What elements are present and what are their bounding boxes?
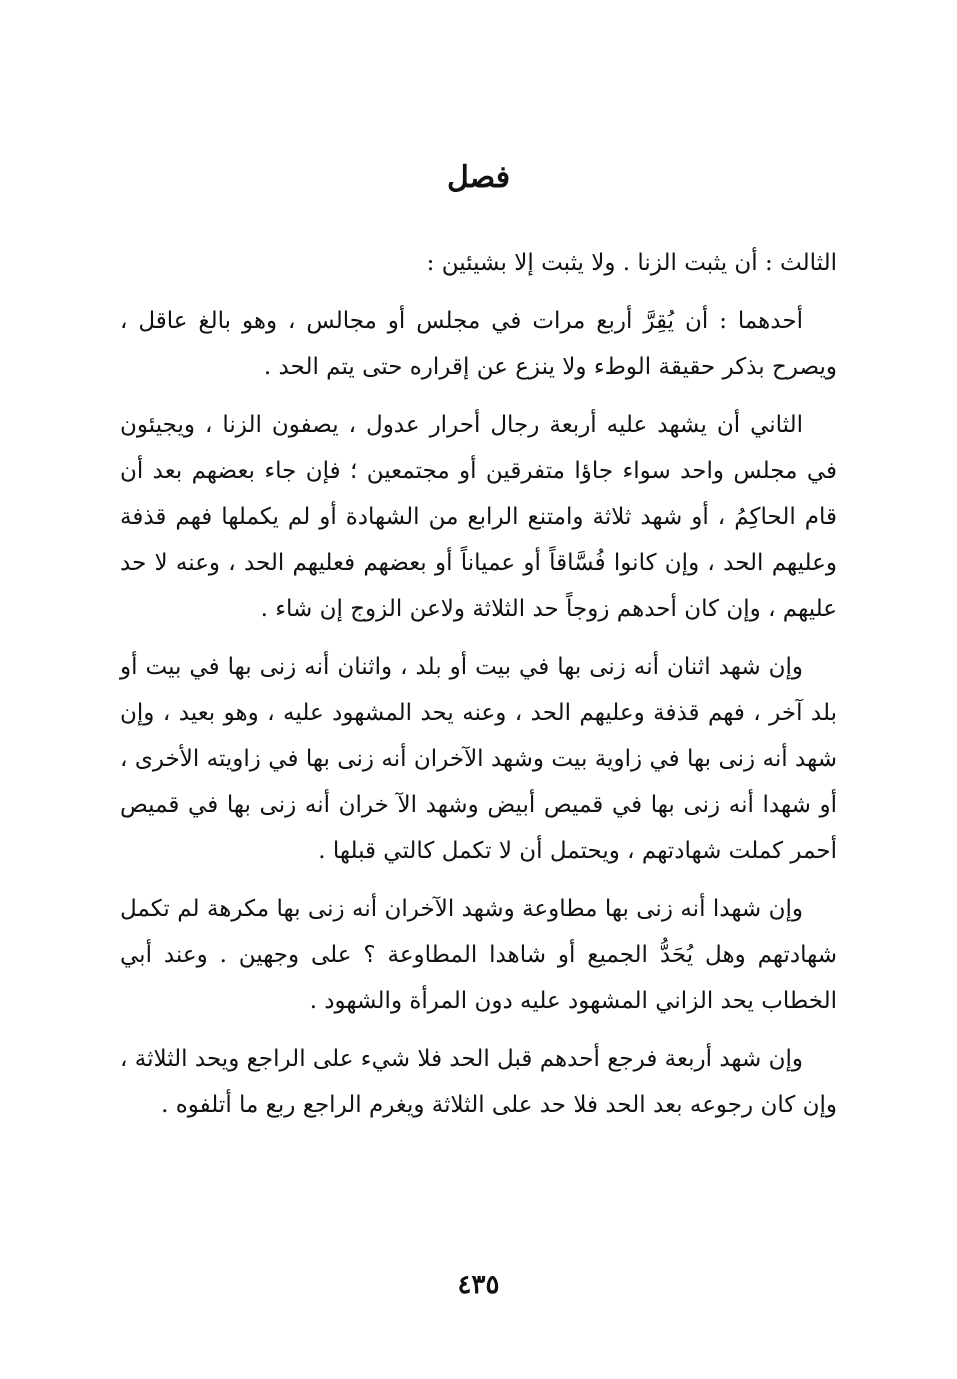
page-number: ٤٣٥ xyxy=(457,1270,500,1300)
page-body xyxy=(120,240,837,1140)
paragraph-conflicting-testimony: وإن شهد اثنان أنه زنى بها في بيت أو بلد ، واثنان أنه زنى بها في بيت أو بلد آخر ، فهم قذفة وعليهم الحد ، وعنه يحد المشهود عليه ، وهو بعيد ، وإن شهد أنه زنى بها في زاوية بيت وشهد الآخران أنه زنى بها في زاويته الأخرى ، أو شهدا أنه زنى بها في قميص أبيض وشهد الآ خران أنه زنى بها في قميص أحمر كملت شهادتهم ، ويحتمل أن لا تكمل كالتي قبلها . xyxy=(120,654,837,864)
paragraph-third-condition: الثالث : أن يثبت الزنا . ولا يثبت إلا بشيئين : xyxy=(426,250,837,276)
paragraph-second-method: الثاني أن يشهد عليه أربعة رجال أحرار عدول ، يصفون الزنا ، ويجيئون في مجلس واحد سواء جاؤا متفرقين أو مجتمعين ؛ فإن جاء بعضهم بعد أن قام الحاكِمُ ، أو شهد ثلاثة وامتنع الرابع من الشهادة أو لم يكملها فهم قذفة وعليهم الحد ، وإن كانوا فُسَّاقاً أو عمياناً أو بعضهم فعليهم الحد ، وعنه لا حد عليهم ، وإن كان أحدهم زوجاً حد الثلاثة ولاعن الزوج إن شاء . xyxy=(120,412,837,622)
section-heading: فصل xyxy=(446,160,511,195)
paragraph-consent-testimony: وإن شهدا أنه زنى بها مطاوعة وشهد الآخران أنه زنى بها مكرهة لم تكمل شهادتهم وهل يُحَدُّ الجميع أو شاهدا المطاوعة ؟ على وجهين . وعند أبي الخطاب يحد الزاني المشهود عليه دون المرأة والشهود . xyxy=(120,896,837,1014)
paragraph-first-method: أحدهما : أن يُقِرَّ أربع مرات في مجلس أو مجالس ، وهو بالغ عاقل ، ويصرح بذكر حقيقة الوطء ولا ينزع عن إقراره حتى يتم الحد . xyxy=(120,308,837,380)
paragraph-retraction: وإن شهد أربعة فرجع أحدهم قبل الحد فلا شيء على الراجع ويحد الثلاثة ، وإن كان رجوعه بعد الحد فلا حد على الثلاثة ويغرم الراجع ربع ما أتلفوه . xyxy=(120,1046,837,1118)
